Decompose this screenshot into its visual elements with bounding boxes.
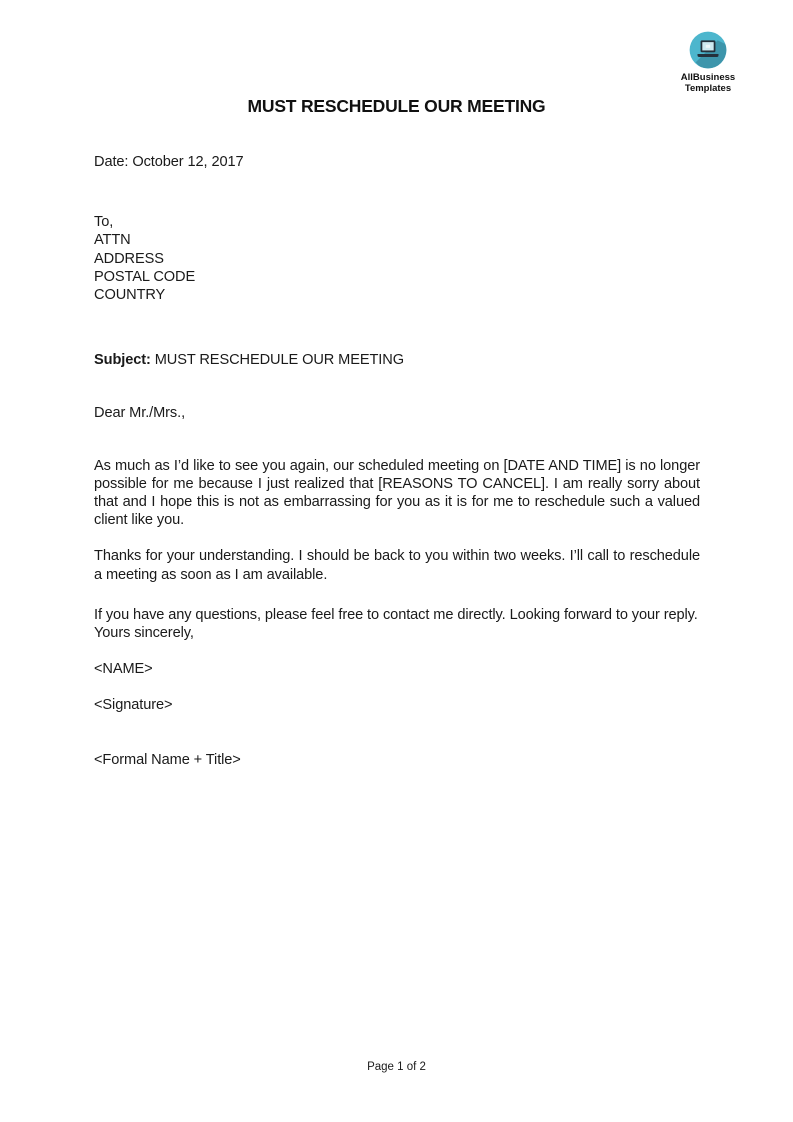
closing-line: Yours sincerely, bbox=[94, 625, 194, 642]
letter-title: MUST RESCHEDULE OUR MEETING bbox=[247, 96, 546, 116]
recipient-line-to: To, bbox=[94, 214, 114, 231]
placeholder-name: <NAME> bbox=[94, 661, 153, 678]
body-paragraph-1: As much as I’d like to see you again, our scheduled meeting on [DATE AND TIME] is no longer possible for me because I just realized that [REASONS TO CANCEL]. I am really sorry about that and I hope this is not as embarrassing for you as it is for me to reschedule such a valued client like you. bbox=[94, 457, 700, 529]
logo-brand-line2: Templates bbox=[684, 82, 732, 94]
recipient-line-postal-code: POSTAL CODE bbox=[94, 268, 196, 285]
subject-label: Subject: bbox=[94, 352, 151, 369]
date-line: Date: October 12, 2017 bbox=[94, 154, 244, 170]
recipient-line-attn: ATTN bbox=[94, 232, 131, 249]
subject-text: MUST RESCHEDULE OUR MEETING bbox=[150, 352, 404, 369]
body-paragraph-3: If you have any questions, please feel free to contact me directly. Looking forward to your reply. bbox=[94, 606, 698, 623]
salutation: Dear Mr./Mrs., bbox=[94, 405, 186, 422]
placeholder-formal-name-title: <Formal Name + Title> bbox=[94, 751, 241, 768]
subject-line bbox=[94, 351, 700, 369]
recipient-line-address: ADDRESS bbox=[94, 250, 164, 267]
recipient-block bbox=[94, 213, 700, 304]
logo-brand-line1: AllBusiness bbox=[680, 72, 736, 83]
body-paragraph-2: Thanks for your understanding. I should be back to you within two weeks. I’ll call to reschedule a meeting as soon as I am available. bbox=[94, 548, 700, 583]
recipient-line-country: COUNTRY bbox=[94, 287, 166, 304]
letter-content bbox=[94, 0, 700, 769]
placeholder-signature: <Signature> bbox=[94, 697, 173, 714]
page-number-footer: Page 1 of 2 bbox=[367, 1061, 426, 1073]
